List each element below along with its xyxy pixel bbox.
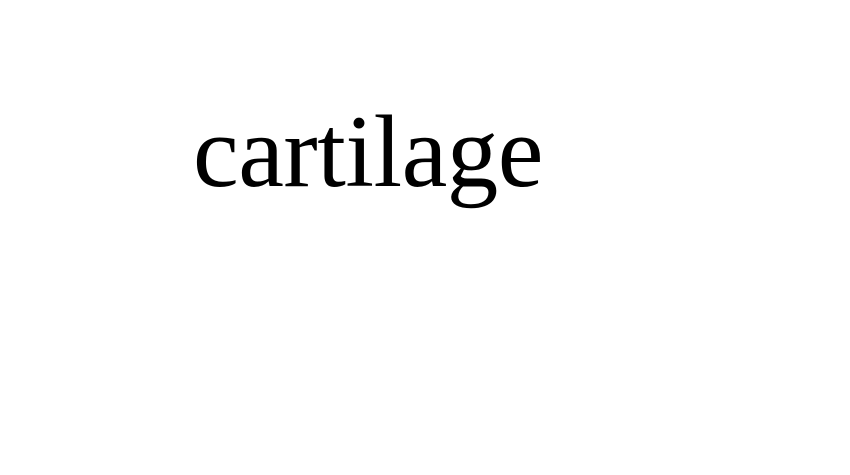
displayed-word: cartilage [193, 95, 544, 209]
